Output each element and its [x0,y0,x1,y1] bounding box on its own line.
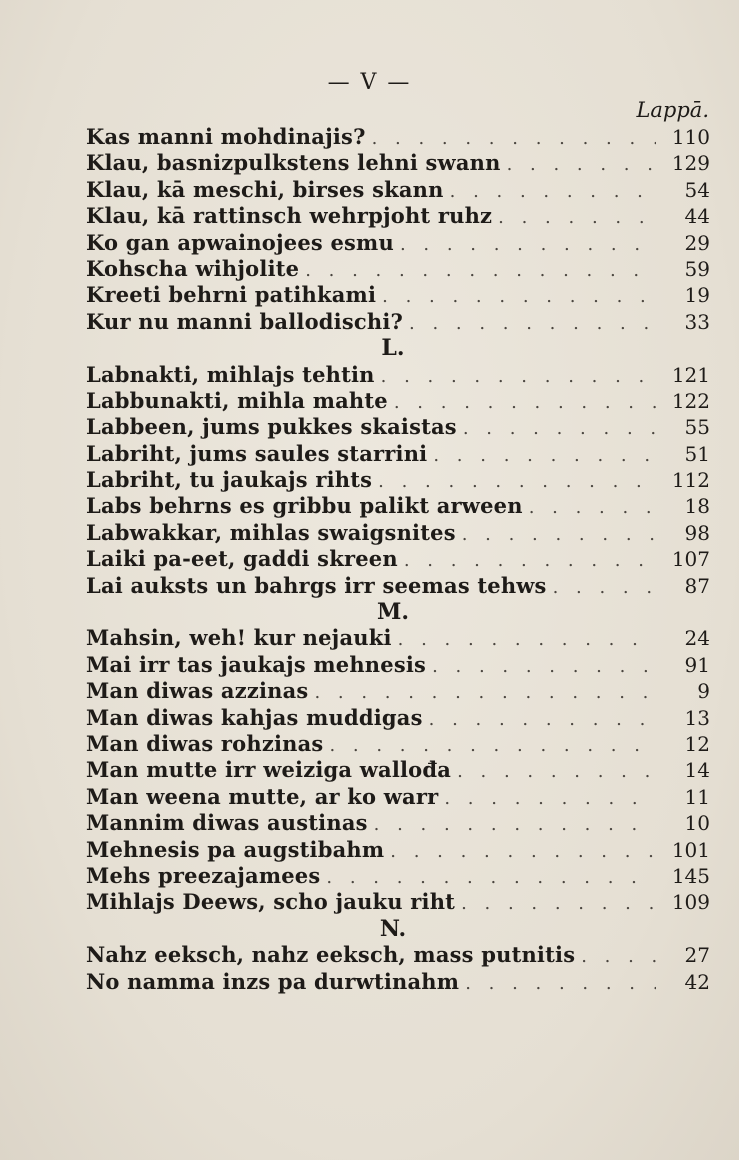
entry-page-number: 29 [684,230,710,255]
entry-page-number: 54 [684,177,710,202]
index-entry [86,282,710,308]
dot-leader [374,812,656,838]
entry-title: Man diwas azzinas [86,678,309,704]
page-number: — V — [327,70,412,95]
index-entry [86,969,710,995]
index-entry [86,520,710,546]
dot-leader [404,548,656,574]
index-entry [86,177,710,203]
index-entry [86,388,710,414]
index-entry [86,837,710,863]
entry-page-number: 11 [684,784,710,809]
entry-page-number: 14 [684,758,710,783]
index-entry [86,256,710,282]
entry-title: Mihlajs Deews, scho jauku riht [86,889,456,915]
index-entry [86,546,710,572]
dot-leader [398,627,656,653]
entry-page-number: 44 [684,204,710,229]
entry-page-number: 9 [697,679,710,704]
dot-leader [394,390,656,416]
entry-page-number: 13 [684,705,710,730]
index-entry [86,124,710,150]
index-entry [86,493,710,519]
entry-page-number: 107 [671,547,710,572]
dot-leader [553,575,656,601]
entry-title: Mannim diwas austinas [86,810,368,836]
dot-leader [314,680,656,706]
entry-page-number: 109 [671,890,710,915]
entry-title: No namma inzs pa durwtinahm [86,968,460,994]
dot-leader [465,971,656,997]
dot-leader [450,179,656,205]
index-entry [86,362,710,388]
index-entry [86,678,710,704]
index-entry [86,414,710,440]
entry-title: Mehs preezajamees [86,862,321,888]
entry-page-number: 10 [684,811,710,836]
index-entry [86,757,710,783]
entry-page-number: 12 [684,731,710,756]
entry-page-number: 98 [684,520,710,545]
index-entry [86,309,710,335]
entry-page-number: 55 [684,415,710,440]
entry-title: Kohscha wihjolite [86,255,300,281]
dot-leader [329,733,656,759]
dot-leader [429,707,656,733]
entry-title: Mai irr tas jaukajs mehnesis [86,651,427,677]
entry-title: Labnakti, mihlajs tehtin [86,361,375,387]
index-entry [86,863,710,889]
entry-title: Mahsin, weh! kur nejauki [86,625,392,651]
dot-leader [498,205,656,231]
entry-title: Labwakkar, mihlas swaigsnites [86,519,456,545]
entry-title: Klau, basnizpulkstens lehni swann [86,150,501,176]
index-entry [86,203,710,229]
entry-page-number: 27 [684,943,710,968]
dot-leader [463,416,656,442]
dot-leader [378,469,656,495]
dot-leader [457,759,656,785]
section-letter-heading: L. [381,335,405,362]
entry-title: Labriht, tu jaukajs rihts [86,467,373,493]
dot-leader [390,839,656,865]
entry-title: Laiki pa-eet, gaddi skreen [86,546,398,572]
index-entry [86,573,710,599]
entry-page-number: 145 [671,863,710,888]
dot-leader [507,152,656,178]
entry-title: Klau, kā rattinsch wehrpjoht ruhz [86,203,493,229]
entry-page-number: 87 [684,573,710,598]
index-entry [86,942,710,968]
dot-leader [372,126,656,152]
entry-title: Kas manni mohdinajis? [86,124,366,149]
dot-leader [461,891,656,917]
dot-leader [381,364,656,390]
entry-page-number: 129 [671,151,710,176]
dot-leader [444,786,656,812]
dot-leader [400,232,656,258]
entry-title: Man diwas rohzinas [86,730,324,756]
entry-title: Man weena mutte, ar ko warr [86,783,439,809]
section-letter-heading: M. [376,599,409,626]
dot-leader [581,944,656,970]
dot-leader [326,865,656,891]
dot-leader [462,522,656,548]
dot-leader [382,284,656,310]
entry-title: Man diwas kahjas muddigas [86,704,423,730]
entry-title: Klau, kā meschi, birses skann [86,176,444,202]
song-index [86,124,710,995]
entry-page-number: 110 [671,125,710,149]
entry-title: Lai auksts un bahrgs irr seemas tehws [86,572,547,598]
running-head: Lappā. [636,98,709,122]
entry-page-number: 91 [684,652,710,677]
entry-page-number: 18 [684,494,710,519]
dot-leader [433,443,656,469]
index-entry [86,625,710,651]
entry-title: Kreeti behrni patihkami [86,282,377,308]
entry-page-number: 33 [684,309,710,334]
entry-title: Mehnesis pa augstibahm [86,836,385,862]
dot-leader [305,258,656,284]
index-entry [86,467,710,493]
dot-leader [409,311,656,337]
index-entry [86,784,710,810]
entry-page-number: 19 [684,283,710,308]
entry-page-number: 122 [671,388,710,413]
dot-leader [432,654,656,680]
index-entry [86,810,710,836]
entry-title: Labriht, jums saules starrini [86,440,428,466]
entry-title: Nahz eeksch, nahz eeksch, mass putnitis [86,942,576,968]
index-entry [86,889,710,915]
entry-page-number: 42 [684,969,710,994]
entry-page-number: 121 [671,362,710,387]
entry-page-number: 24 [684,626,710,651]
index-entry [86,150,710,176]
index-entry [86,230,710,256]
entry-title: Labbeen, jums pukkes skaistas [86,414,457,440]
entry-page-number: 59 [684,256,710,281]
entry-page-number: 112 [671,468,710,493]
index-entry [86,652,710,678]
entry-title: Labs behrns es gribbu palikt arween [86,493,523,519]
index-entry [86,441,710,467]
entry-page-number: 51 [684,441,710,466]
entry-title: Ko gan apwainojees esmu [86,229,394,255]
dot-leader [529,495,656,521]
entry-page-number: 101 [671,837,710,862]
entry-title: Man mutte irr weiziga wallođa [86,757,452,783]
section-letter-heading: N. [379,915,407,942]
entry-title: Kur nu manni ballodischi? [86,308,404,334]
index-entry [86,705,710,731]
index-entry [86,731,710,757]
entry-title: Labbunakti, mihla mahte [86,387,388,413]
